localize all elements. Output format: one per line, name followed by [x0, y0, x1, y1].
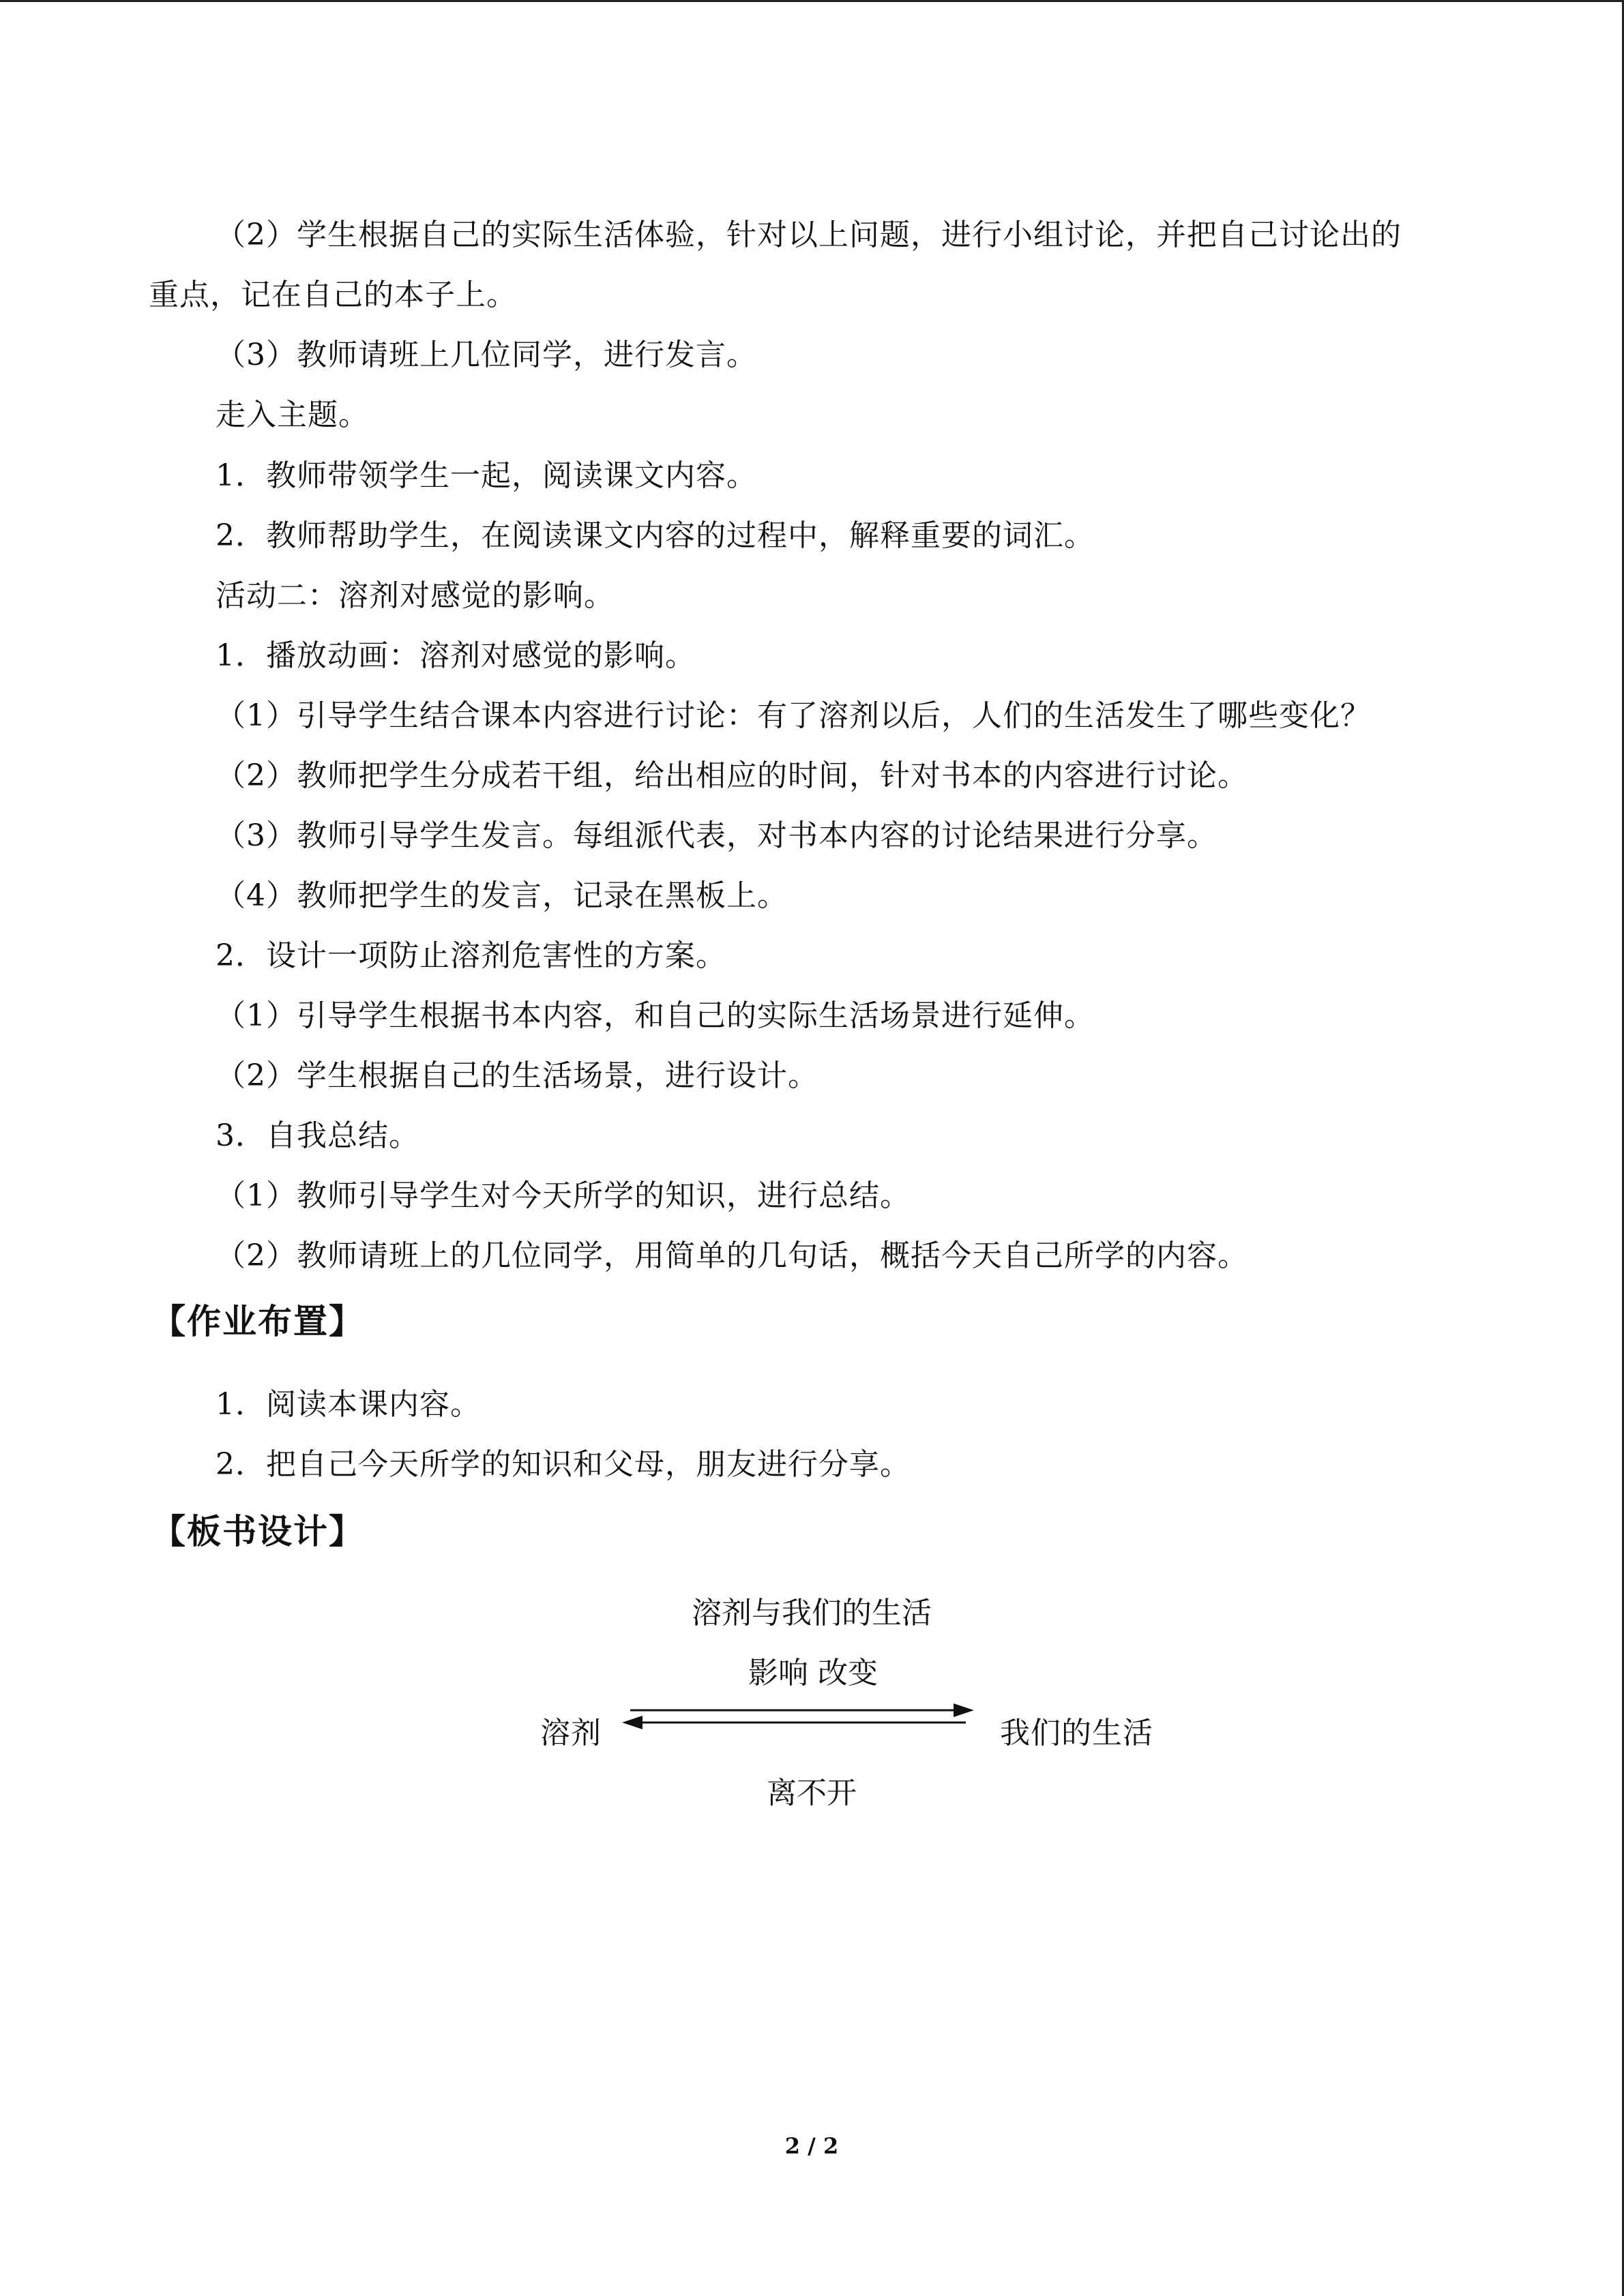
board-right-label: 我们的生活 — [1000, 1716, 1153, 1750]
board-top-label: 影响 改变 — [748, 1656, 878, 1690]
board-title: 溶剂与我们的生活 — [692, 1596, 932, 1630]
paragraph-line: （1）引导学生根据书本内容，和自己的实际生活场景进行延伸。 — [216, 998, 1095, 1033]
board-left-label: 溶剂 — [540, 1716, 602, 1750]
homework-heading: 【作业布置】 — [151, 1302, 364, 1341]
page-number: 2 / 2 — [784, 2133, 839, 2159]
homework-item: 1．阅读本课内容。 — [216, 1387, 481, 1422]
paragraph-line: （2）教师把学生分成若干组，给出相应的时间，针对书本的内容进行讨论。 — [216, 758, 1248, 793]
paragraph-line: （1）引导学生结合课本内容进行讨论：有了溶剂以后，人们的生活发生了哪些变化？ — [216, 698, 1371, 733]
paragraph-line: （2）教师请班上的几位同学，用简单的几句话，概括今天自己所学的内容。 — [216, 1238, 1248, 1273]
double-arrow-icon — [621, 1701, 975, 1735]
board-heading: 【板书设计】 — [151, 1512, 364, 1551]
paragraph-line: （3）教师请班上几位同学，进行发言。 — [216, 338, 757, 372]
paragraph-line: （2）学生根据自己的实际生活体验，针对以上问题，进行小组讨论，并把自己讨论出的 — [216, 218, 1402, 252]
paragraph-line: 重点，记在自己的本子上。 — [149, 278, 517, 312]
paragraph-line: 1．播放动画：溶剂对感觉的影响。 — [216, 638, 696, 673]
paragraph-line: （4）教师把学生的发言，记录在黑板上。 — [216, 878, 788, 913]
paragraph-line: 活动二：溶剂对感觉的影响。 — [216, 578, 615, 613]
paragraph-line: 走入主题。 — [216, 398, 369, 432]
paragraph-line: （1）教师引导学生对今天所学的知识，进行总结。 — [216, 1178, 911, 1213]
homework-item: 2．把自己今天所学的知识和父母，朋友进行分享。 — [216, 1447, 911, 1482]
paragraph-line: 1．教师带领学生一起，阅读课文内容。 — [216, 458, 757, 493]
paragraph-line: 2．教师帮助学生，在阅读课文内容的过程中，解释重要的词汇。 — [216, 518, 1095, 553]
board-bottom-label: 离不开 — [767, 1776, 857, 1810]
paragraph-line: （3）教师引导学生发言。每组派代表，对书本内容的讨论结果进行分享。 — [216, 818, 1217, 853]
paragraph-line: 2．设计一项防止溶剂危害性的方案。 — [216, 938, 726, 973]
paragraph-line: （2）学生根据自己的生活场景，进行设计。 — [216, 1058, 818, 1093]
paragraph-line: 3．自我总结。 — [216, 1118, 419, 1153]
